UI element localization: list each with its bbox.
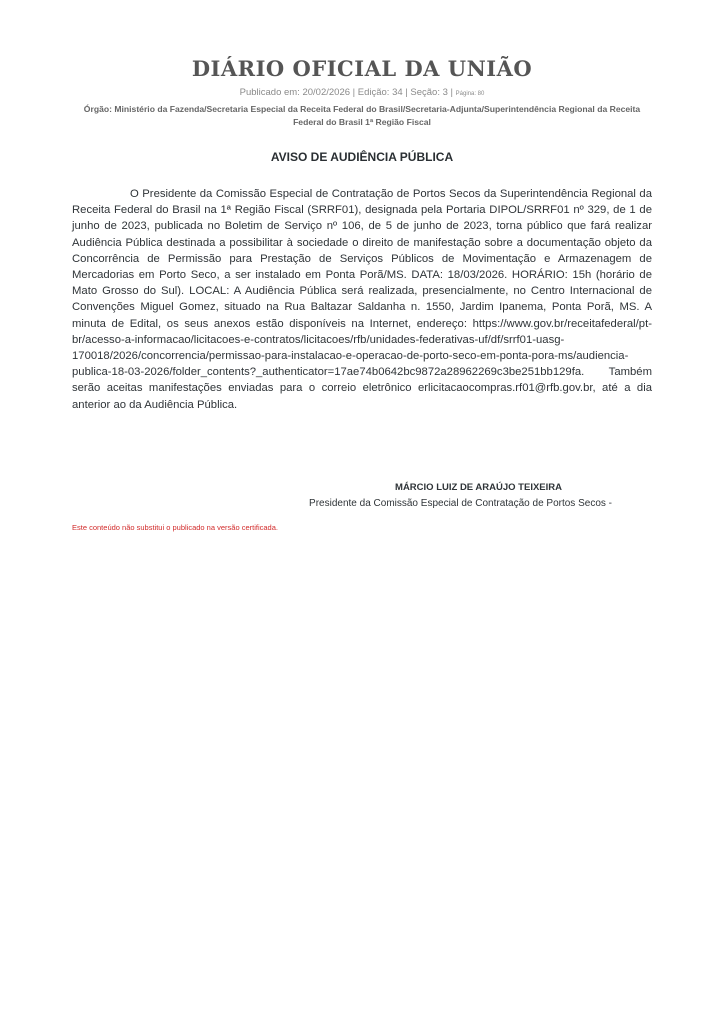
- signer-role: Presidente da Comissão Especial de Contratação de Portos Secos -: [309, 498, 612, 509]
- document-body: O Presidente da Comissão Especial de Contratação de Portos Secos da Superintendência Regional da Receita Federal do Brasil na 1ª Região Fiscal (SRRF01), designada pela Portaria DIPOL/SRRF01 nº 329, de 1 de junho de 2023, publicada no Boletim de Serviço nº 106, de 5 de junho de 2023, torna público que fará realizar Audiência Pública destinada a possibilitar à sociedade o direito de manifestação sobre a documentação objeto da Concorrência de Permissão para Prestação de Serviços Públicos de Movimentação e Armazenagem de Mercadorias em Porto Seco, a ser instalado em Ponta Porã/MS. DATA: 18/03/2026. HORÁRIO: 15h (horário de Mato Grosso do Sul). LOCAL: A Audiência Pública será realizada, presencialmente, no Centro Internacional de Convenções Miguel Gomez, situado na Rua Baltazar Saldanha n. 1550, Jardim Ipanema, Ponta Porã, MS. A minuta de Edital, os seus anexos estão disponíveis na Internet, endereço: https://www.gov.br/receitafederal/pt-br/acesso-a-informacao/licitacoes-e-contratos/licitacoes/rfb/unidades-federativas-uf/df/srrf01-uasg-170018/2026/concorrencia/permissao-para-instalacao-e-operacao-de-porto-seco-em-ponta-pora-ms/audiencia-publica-18-03-2026/folder_contents?_authenticator=17ae74b0642bc9872a28962269c3be251bb129fa. Também serão aceitas manifestações enviadas para o correio eletrônico erlicitacaocompras.rf01@rfb.gov.br, até a dia anterior ao da Audiência Pública.: [72, 188, 652, 411]
- publication-details: Publicado em: 20/02/2026 | Edição: 34 | Seção: 3 |: [239, 87, 454, 98]
- issuing-organ: Órgão: Ministério da Fazenda/Secretaria Especial da Receita Federal do Brasil/Secretaria-Adjunta/Superintendência Regional da Receita Federal do Brasil 1ª Região Fiscal: [83, 104, 641, 127]
- certification-disclaimer: Este conteúdo não substitui o publicado na versão certificada.: [72, 523, 278, 532]
- publication-info: [0, 87, 724, 98]
- signer-name: MÁRCIO LUIZ DE ARAÚJO TEIXEIRA: [395, 482, 562, 493]
- newspaper-masthead: DIÁRIO OFICIAL DA UNIÃO: [191, 56, 533, 81]
- document-title: AVISO DE AUDIÊNCIA PÚBLICA: [270, 150, 454, 164]
- page-number: Página: 80: [455, 91, 485, 97]
